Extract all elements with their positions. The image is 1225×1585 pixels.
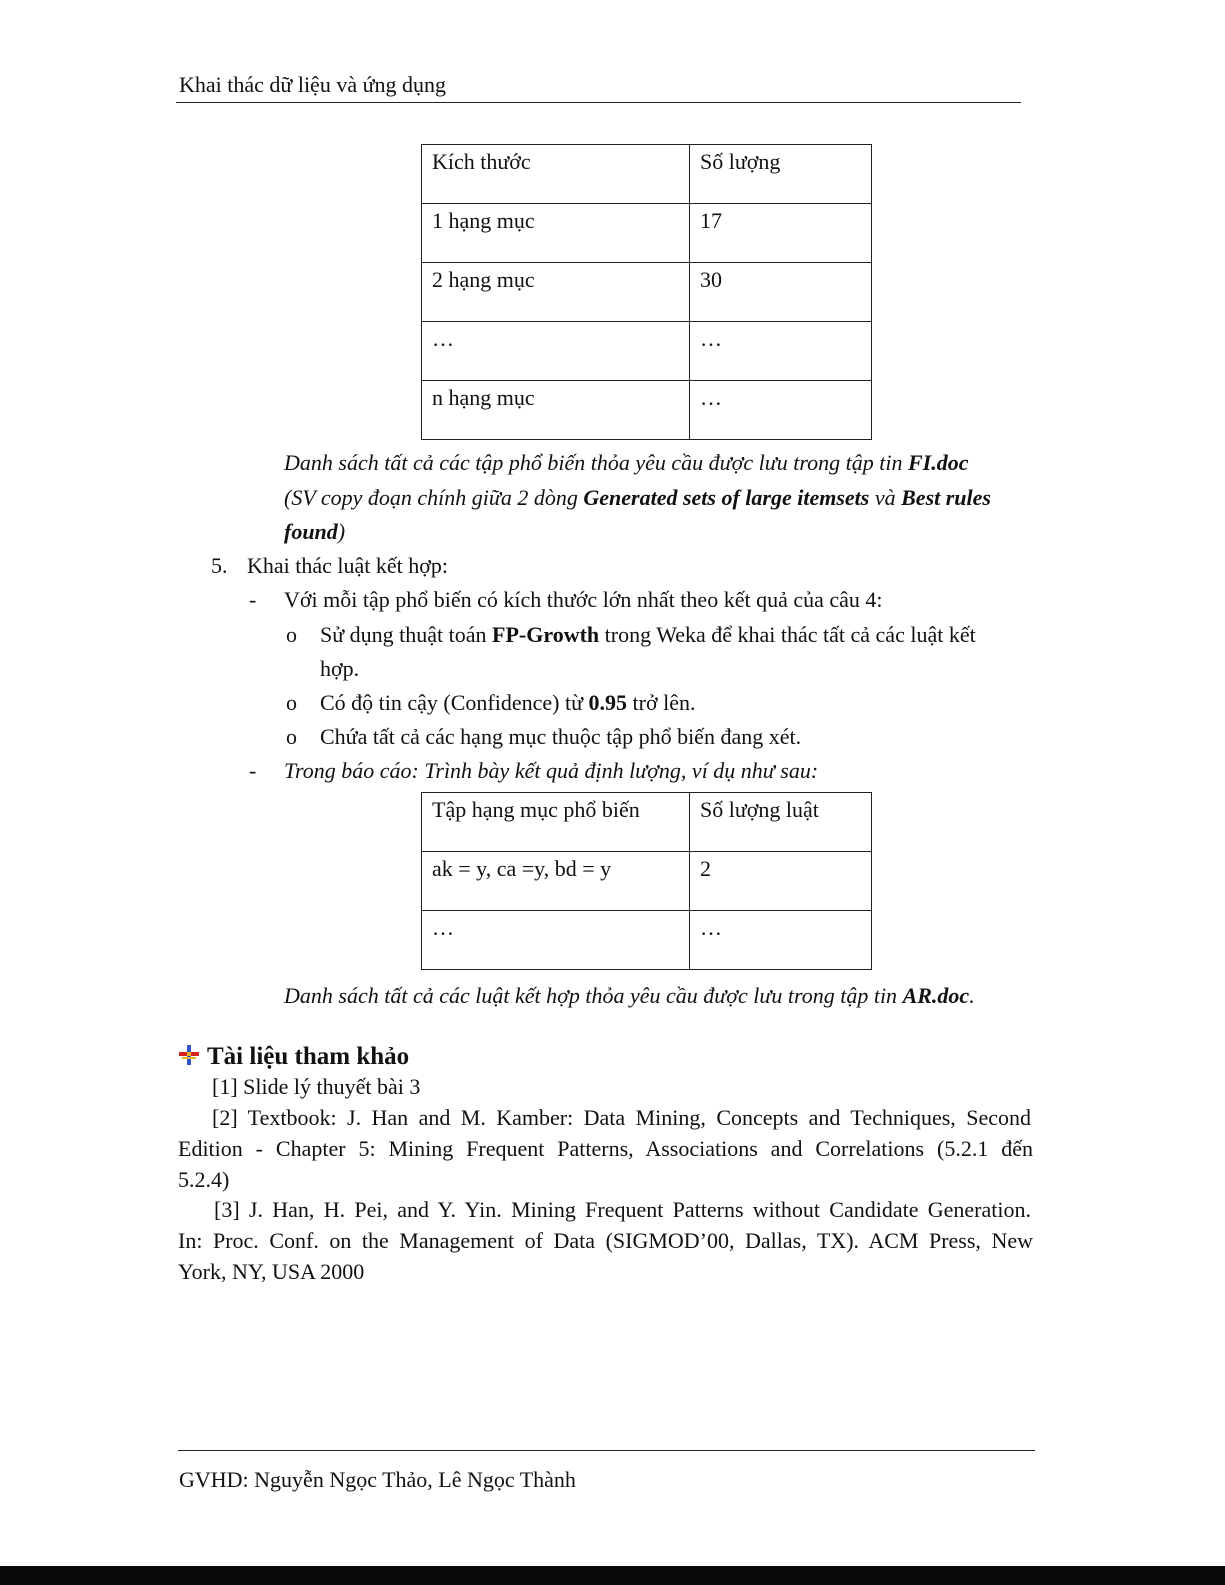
reference-item-continuation: York, NY, USA 2000 [178, 1259, 365, 1284]
table-cell: … [422, 911, 690, 970]
table-cell: 17 [690, 204, 872, 263]
table-row [422, 322, 872, 381]
table-cell: … [422, 322, 690, 381]
table-row [422, 263, 872, 322]
list-item: Chứa tất cả các hạng mục thuộc tập phổ biến đang xét. [320, 724, 802, 749]
section-number: 5. [211, 553, 228, 578]
reference-item-continuation: Edition - Chapter 5: Mining Frequent Patterns, Associations and Correlations (5.2.1 đến [178, 1136, 1033, 1161]
bullet-marker: o [286, 622, 297, 647]
page-header-title: Khai thác dữ liệu và ứng dụng [179, 72, 447, 97]
pin-icon [177, 1043, 201, 1067]
table-cell: 2 hạng mục [422, 263, 690, 322]
section-title: Khai thác luật kết hợp: [247, 553, 449, 578]
table-header-cell: Số lượng [690, 145, 872, 204]
page-bottom-bar [0, 1566, 1225, 1585]
caption-fi-line3 [284, 519, 345, 545]
dash-marker: - [249, 587, 257, 612]
list-item [320, 622, 976, 648]
table-row [422, 381, 872, 440]
item-text: Sử dụng thuật toán [320, 622, 493, 647]
caption-fi-line2 [284, 485, 991, 511]
caption-text: Danh sách tất cả các luật kết hợp thỏa yêu cầu được lưu trong tập tin [284, 983, 903, 1008]
table-header-row [422, 145, 872, 204]
table-header-cell: Tập hạng mục phổ biến [422, 793, 690, 852]
caption-bold-text: Generated sets of large itemsets [583, 485, 870, 510]
bullet-marker: o [286, 690, 297, 715]
table-cell: 30 [690, 263, 872, 322]
list-item [320, 690, 695, 716]
reference-item: [3] J. Han, H. Pei, and Y. Yin. Mining Frequent Patterns without Candidate Generation. [214, 1197, 1031, 1222]
item-text: trong Weka để khai thác tất cả các luật kết [599, 622, 976, 647]
reference-item: [2] Textbook: J. Han and M. Kamber: Data Mining, Concepts and Techniques, Second [212, 1105, 1031, 1130]
item-bold-text: FP-Growth [492, 622, 600, 647]
caption-text: và [869, 485, 902, 510]
caption-text: Danh sách tất cả các tập phổ biến thỏa yêu cầu được lưu trong tập tin [284, 450, 908, 475]
table-cell: n hạng mục [422, 381, 690, 440]
table-header-cell: Kích thước [422, 145, 690, 204]
dash-marker: - [249, 758, 257, 783]
caption-text: . [969, 983, 975, 1008]
list-item: Với mỗi tập phổ biến có kích thước lớn nhất theo kết quả của câu 4: [284, 587, 883, 612]
rule-count-table [421, 792, 872, 970]
table-row [422, 911, 872, 970]
references-heading [177, 1043, 409, 1071]
list-item-continuation: hợp. [320, 656, 360, 681]
table-cell: 1 hạng mục [422, 204, 690, 263]
itemset-size-table [421, 144, 872, 440]
caption-ar [284, 983, 975, 1009]
table-header-cell: Số lượng luật [690, 793, 872, 852]
table-cell: ak = y, ca =y, bd = y [422, 852, 690, 911]
caption-bold-text: found [284, 519, 338, 544]
table-cell: … [690, 322, 872, 381]
list-item: Trong báo cáo: Trình bày kết quả định lượng, ví dụ như sau: [284, 758, 819, 783]
item-text: Có độ tin cậy (Confidence) từ [320, 690, 589, 715]
table-header-row [422, 793, 872, 852]
references-title: Tài liệu tham khảo [207, 1043, 410, 1070]
bullet-marker: o [286, 724, 297, 749]
caption-filename: AR.doc [902, 983, 970, 1008]
item-bold-text: 0.95 [588, 690, 628, 715]
item-text: trở lên. [627, 690, 696, 715]
table-cell: … [690, 911, 872, 970]
reference-item-continuation: 5.2.4) [178, 1167, 230, 1192]
reference-item-continuation: In: Proc. Conf. on the Management of Data (SIGMOD’00, Dallas, TX). ACM Press, New [178, 1228, 1033, 1253]
caption-text: (SV copy đoạn chính giữa 2 dòng [284, 485, 584, 510]
caption-text: ) [337, 519, 346, 544]
table-cell: 2 [690, 852, 872, 911]
caption-filename: FI.doc [907, 450, 969, 475]
reference-item: [1] Slide lý thuyết bài 3 [212, 1074, 421, 1099]
caption-bold-text: Best rules [901, 485, 991, 510]
caption-fi-line1 [284, 450, 968, 476]
page-footer: GVHD: Nguyễn Ngọc Thảo, Lê Ngọc Thành [179, 1467, 576, 1492]
table-cell: … [690, 381, 872, 440]
table-row [422, 204, 872, 263]
footer-rule [178, 1450, 1035, 1451]
header-rule [176, 102, 1021, 103]
table-row [422, 852, 872, 911]
